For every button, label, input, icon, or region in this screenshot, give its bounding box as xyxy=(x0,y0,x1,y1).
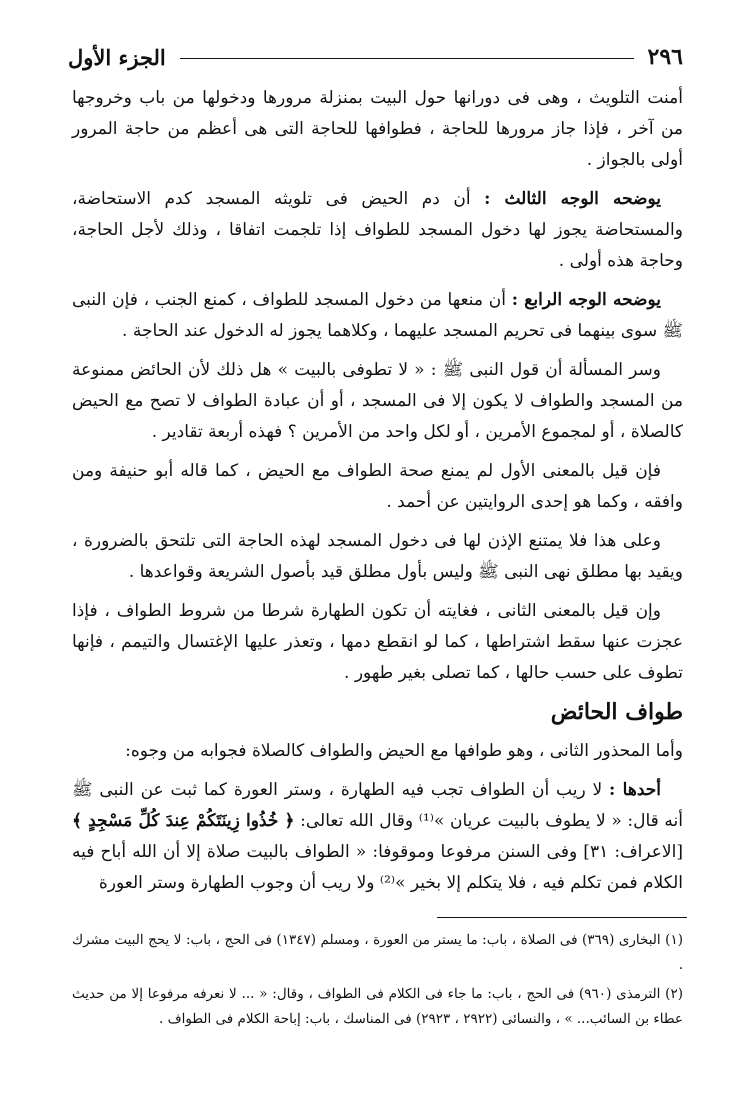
paragraph-lead: أحدها : xyxy=(609,780,661,800)
paragraph-text: [الاعراف: ٣١] وفى السنن مرفوعا وموقوفا: « الطواف بالبيت صلاة إلا أن الله أباح فيه الكلام فمن تكلم فيه ، فلا يتكلم إلا بخير »⁽²⁾ ولا ريب أن وجوب الطهارة وستر العورة xyxy=(72,842,683,893)
paragraph xyxy=(72,184,683,277)
paragraph-text: لا ريب أن الطواف تجب فيه الطهارة ، وستر العورة كما ثبت عن النبى ﷺ أنه قال: « لا يطوف بالبيت عريان »⁽¹⁾ وقال الله تعالى: xyxy=(72,780,683,831)
paragraph xyxy=(72,775,683,899)
quran-verse: ﴿ خُذُوا زِينَتَكُمْ عِندَ كُلِّ مَسْجِدٍ ﴾ xyxy=(72,811,295,831)
volume-title: الجزء الأول xyxy=(68,44,166,70)
paragraph xyxy=(72,456,683,518)
main-text xyxy=(72,83,683,907)
footnotes xyxy=(72,928,683,1036)
paragraph-text: وإن قيل بالمعنى الثانى ، فغايته أن تكون الطهارة شرطا من شروط الطواف ، فإذا عجزت عنها سقط اشتراطها ، كما لو انقطع دمها ، وتعذر عليها الإغتسال والتيمم ، فإنها تطوف على حسب حالها ، كما تصلى بغير طهور . xyxy=(72,601,683,683)
paragraph xyxy=(72,285,683,347)
paragraph xyxy=(72,596,683,689)
page-number: ٢٩٦ xyxy=(647,44,683,70)
paragraph xyxy=(72,526,683,588)
paragraph-text: وعلى هذا فلا يمتنع الإذن لها فى دخول المسجد لهذه الحاجة التى تلتحق بالضرورة ، ويقيد بها مطلق نهى النبى ﷺ وليس بأول مطلق قيد بأصول الشريعة وقواعدها . xyxy=(72,531,683,582)
footnote: (٢) الترمذى (٩٦٠) فى الحج ، باب: ما جاء فى الكلام فى الطواف ، وقال: « ... لا نعرفه مرفوعا إلا من حديث عطاء بن السائب... » ، والنسائى (٢٩٢٢ ، ٢٩٢٣) فى المناسك ، باب: إباحة الكلام فى الطواف . xyxy=(72,986,684,1027)
paragraph xyxy=(72,83,683,176)
section-title: طواف الحائض xyxy=(550,699,683,725)
paragraph-lead: يوضحه الوجه الرابع : xyxy=(511,290,661,310)
footnote: (١) البخارى (٣٦٩) فى الصلاة ، باب: ما يستر من العورة ، ومسلم (١٣٤٧) فى الحج ، باب: لا يحج البيت مشرك . xyxy=(72,932,683,973)
paragraph-text: أن منعها من دخول المسجد للطواف ، كمنع الجنب ، فإن النبى ﷺ سوى بينهما فى تحريم المسجد عليهما ، وكلاهما يجوز له الدخول عند الحاجة . xyxy=(72,290,683,341)
running-header xyxy=(68,42,683,72)
paragraph-text: وأما المحذور الثانى ، وهو طوافها مع الحيض والطواف كالصلاة فجوابه من وجوه: xyxy=(125,741,683,761)
paragraph xyxy=(72,736,683,767)
paragraph xyxy=(72,355,683,448)
paragraph-text: أمنت التلويث ، وهى فى دورانها حول البيت بمنزلة مرورها ودخولها من باب وخروجها من آخر ، فإذا جاز مرورها للحاجة ، فطوافها للحاجة التى هى أعظم من حاجة المرور أولى بالجواز . xyxy=(72,88,683,170)
paragraph-lead: يوضحه الوجه الثالث : xyxy=(484,189,661,209)
paragraph-text: أن دم الحيض فى تلويثه المسجد كدم الاستحاضة، والمستحاضة يجوز لها دخول المسجد للطواف إذا تلجمت اتفاقا ، وذلك لأجل الحاجة، وحاجة هذه أولى . xyxy=(72,189,683,271)
paragraph-text: فإن قيل بالمعنى الأول لم يمنع صحة الطواف مع الحيض ، كما قاله أبو حنيفة ومن وافقه ، وكما هو إحدى الروايتين عن أحمد . xyxy=(72,461,683,512)
footnote-rule xyxy=(437,917,687,918)
paragraph-text: وسر المسألة أن قول النبى ﷺ : « لا تطوفى بالبيت » هل ذلك لأن الحائض ممنوعة من المسجد والطواف لا يكون إلا فى المسجد ، أو أن عبادة الطواف لا تصح مع الحيض كالصلاة ، أو لمجموع الأمرين ، أو لكل واحد من الأمرين ؟ فهذه أربعة تقادير . xyxy=(72,360,683,442)
header-rule xyxy=(180,58,634,59)
